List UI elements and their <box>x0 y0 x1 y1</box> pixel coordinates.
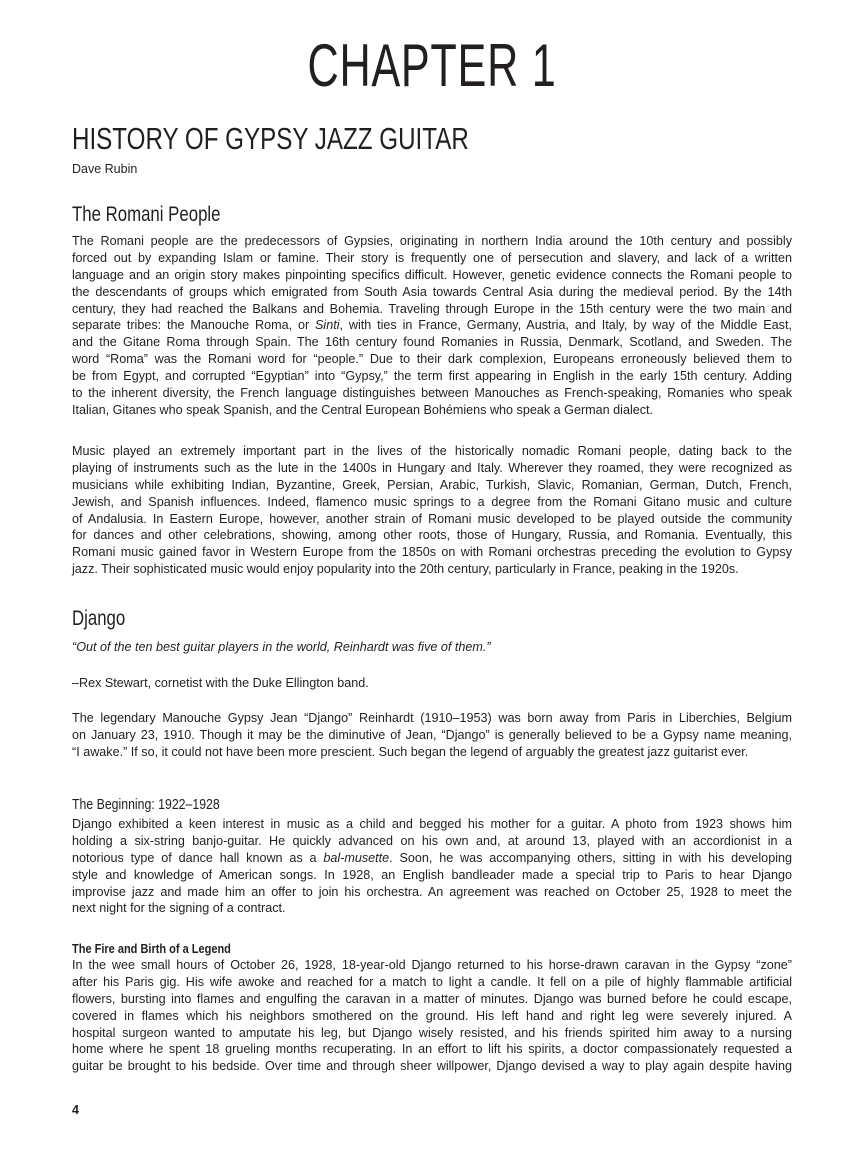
text-run: notorious type of dance hall known as a <box>72 850 324 865</box>
text-line: The Romani people are the predecessors of Gypsies, originating in northern India around the 10th century and possibly <box>72 234 792 248</box>
subsection-heading-fire: The Fire and Birth of a Legend <box>72 942 231 956</box>
text-run: . Soon, he was accompanying others, sitting in with his developing <box>389 850 792 865</box>
text-line: playing of instruments such as the lute in the 1400s in Hungary and Italy. Wherever they roamed, they were recognized as <box>72 460 792 475</box>
text-line: “I awake.” If so, it could not have been more prescient. Such began the legend of arguably the greatest jazz guitarist ever. <box>72 744 749 759</box>
paragraph-romani-2 <box>72 443 792 578</box>
text-line: be from Egypt, and corrupted “Egyptian” into “Gypsy,” the term first appearing in English in the early 15th century. Adding <box>72 369 792 384</box>
paragraph-fire <box>72 957 792 1075</box>
text-line: to the inherent diversity, the French language distinguishes between Manouches as French-speaking, Romanies who speak <box>72 386 792 401</box>
section-heading-romani: The Romani People <box>72 203 221 226</box>
text-line: holding a six-string banjo-guitar. He quickly advanced on his own and, at around 13, played with an accordionist in a <box>72 833 792 848</box>
chapter-heading: CHAPTER 1 <box>307 32 557 99</box>
text-line: Django exhibited a keen interest in music as a child and begged his mother for a guitar. A photo from 1923 shows him <box>72 817 792 831</box>
text-line: In the wee small hours of October 26, 1928, 18-year-old Django returned to his horse-drawn caravan in the Gypsy “zone” <box>72 958 792 972</box>
text-line: Italian, Gitanes who speak Spanish, and the Central European Bohémiens who speak a German dialect. <box>72 402 654 417</box>
subsection-heading-beginning: The Beginning: 1922–1928 <box>72 796 220 813</box>
text-line: and the Gitane Roma through Spain. The 16th century found Romanies in Russia, Denmark, Scotland, and Sweden. The <box>72 335 792 350</box>
text-line: forced out by expanding Islam or famine. Their story is frequently one of persecution and slavery, and lack of a written <box>72 250 792 265</box>
text-line: for dances and other celebrations, showing, among other roots, those of Hungary, Russia, and Romania. Eventually, this <box>72 528 792 543</box>
page-number: 4 <box>72 1103 79 1117</box>
text-line-mixed <box>72 850 792 867</box>
text-line: Music played an extremely important part in the lives of the historically nomadic Romani people, dating back to the <box>72 444 792 458</box>
text-line-mixed <box>72 317 792 334</box>
paragraph-romani-1 <box>72 233 792 419</box>
author-name: Dave Rubin <box>72 162 138 176</box>
text-line: flowers, bursting into flames and engulfing the caravan in a matter of minutes. Django was burned before he could escape, <box>72 991 792 1006</box>
text-line: of Andalusia. In Eastern Europe, however, another strain of Romani music developed to be played outside the community <box>72 511 792 526</box>
text-line: jazz. Their sophisticated music would enjoy popularity into the 20th century, particularly in France, peaking in the 1920s. <box>72 562 739 577</box>
paragraph-django-1 <box>72 710 792 761</box>
section-heading-django: Django <box>72 607 126 630</box>
pull-quote: “Out of the ten best guitar players in the world, Reinhardt was five of them.” <box>72 640 491 654</box>
text-line: the descendants of groups which emigrated from South Asia towards Central Asia during the medieval period. By the 14th <box>72 284 792 299</box>
text-line: The legendary Manouche Gypsy Jean “Django” Reinhardt (1910–1953) was born away from Paris in Liberchies, Belgium <box>72 711 792 725</box>
text-run: , with ties in France, Germany, Austria, and Italy, by way of the Middle East, <box>339 318 792 333</box>
text-line: century, they had reached the Balkans and Bohemia. Traveling through Europe in the 15th century were the two main and <box>72 301 792 316</box>
italic-term-bal-musette: bal-musette <box>323 850 390 865</box>
text-line: Romani music gained favor in Western Europe from the 1850s on with Romani orchestras preceding the evolution to Gypsy <box>72 545 792 560</box>
text-line: after his Paris gig. His wife awoke and reached for a match to light a candle. It fell on a pile of highly flammable artificial <box>72 974 792 989</box>
quote-attribution: –Rex Stewart, cornetist with the Duke Ellington band. <box>72 676 369 690</box>
paragraph-beginning <box>72 816 792 917</box>
text-line: Jewish, and Spanish influences. Indeed, flamenco music springs to a degree from the Romani Gitano music and culture <box>72 494 792 509</box>
text-line: home where he spent 18 grueling months recuperating. In an effort to lift his spirits, a doctor compassionately requested a <box>72 1042 792 1057</box>
text-line: on January 23, 1910. Though it may be the diminutive of Jean, “Django” is generally believed to be a Gypsy name meaning, <box>72 727 792 742</box>
text-line: improvise jazz and made him an offer to join his orchestra. An agreement was reached on October 25, 1928 to meet the <box>72 884 792 899</box>
text-line: style and knowledge of American songs. In 1928, an English bandleader made a special trip to Paris to hear Django <box>72 867 792 882</box>
text-line: word “Roma” was the Romani word for “people.” Due to their dark complexion, Europeans erroneously believed them to <box>72 352 792 367</box>
text-line: next night for the signing of a contract. <box>72 901 286 916</box>
article-title: HISTORY OF GYPSY JAZZ GUITAR <box>72 121 469 156</box>
text-run: separate tribes: the Manouche Roma, or <box>72 318 316 333</box>
text-line: hospital surgeon wanted to amputate his leg, but Django wisely resisted, and his friends spirited him away to a nursing <box>72 1025 792 1040</box>
text-line: language and an origin story makes pinpointing specifics difficult. However, genetic evidence connects the Romani people to <box>72 267 792 282</box>
italic-term-sinti: Sinti <box>315 318 340 333</box>
text-line: musicians while exhibiting Indian, Byzantine, Greek, Persian, Arabic, Turkish, Slavic, Romanian, German, Dutch, French, <box>72 477 792 492</box>
text-line: covered in flames which his neighbors smothered on the ground. His left hand and right leg were severely injured. A <box>72 1008 792 1023</box>
text-line: guitar be brought to his bedside. Over time and through sheer willpower, Django devised a way to play again despite having <box>72 1059 792 1074</box>
